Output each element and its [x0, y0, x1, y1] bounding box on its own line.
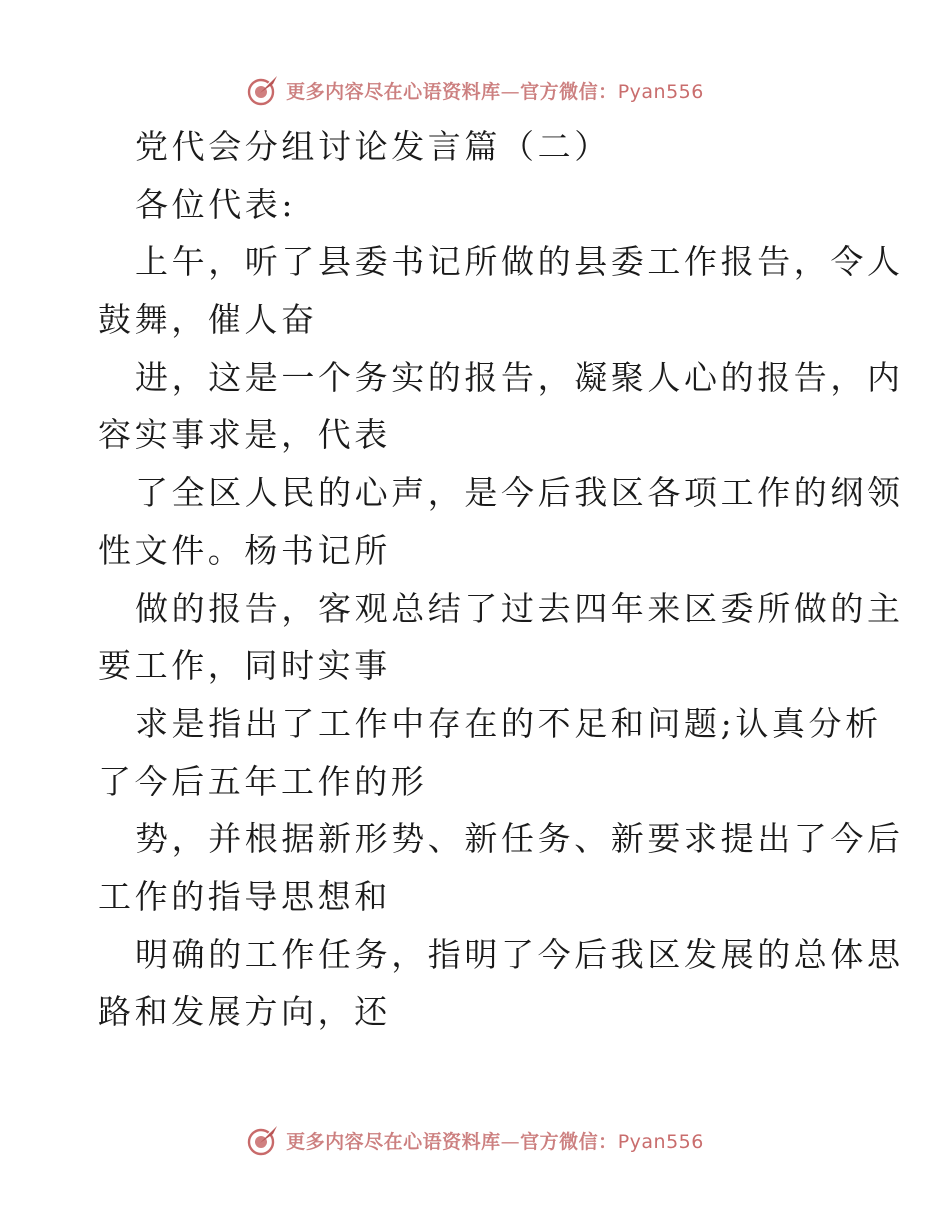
salutation: 各位代表:	[135, 184, 297, 224]
text-line: 了全区人民的心声，是今后我区各项工作的纲领	[135, 473, 904, 513]
text-line: 路和发展方向，还	[98, 992, 391, 1032]
watermark-text	[286, 77, 704, 104]
watermark-official: 官方微信：	[520, 80, 618, 103]
header-watermark	[0, 72, 950, 108]
watermark-separator: —	[500, 1130, 521, 1153]
quill-circle-logo-icon	[246, 1123, 280, 1157]
text-line: 势，并根据新形势、新任务、新要求提出了今后	[135, 819, 904, 859]
watermark-handle: Pyan556	[617, 1130, 704, 1153]
watermark-handle: Pyan556	[617, 80, 704, 103]
text-line: 性文件。杨书记所	[98, 530, 391, 570]
watermark-text	[286, 1127, 704, 1154]
text-line: 上午，听了县委书记所做的县委工作报告，令人	[135, 242, 904, 282]
watermark-separator: —	[500, 80, 521, 103]
text-line: 容实事求是，代表	[98, 415, 391, 455]
document-title: 党代会分组讨论发言篇（二）	[135, 127, 611, 166]
text-line: 进，这是一个务实的报告，凝聚人心的报告，内	[135, 357, 904, 397]
text-line: 做的报告，客观总结了过去四年来区委所做的主	[135, 588, 904, 628]
quill-circle-logo-icon	[246, 73, 280, 107]
watermark-brand: 更多内容尽在心语资料库	[286, 80, 501, 103]
text-line: 鼓舞，催人奋	[98, 300, 318, 340]
watermark-official: 官方微信：	[520, 1130, 618, 1153]
text-line: 要工作，同时实事	[98, 646, 391, 686]
text-line: 了今后五年工作的形	[98, 761, 428, 801]
text-line: 工作的指导思想和	[98, 876, 391, 916]
text-line: 求是指出了工作中存在的不足和问题;认真分析	[135, 703, 882, 743]
footer-watermark	[0, 1122, 950, 1158]
watermark-brand: 更多内容尽在心语资料库	[286, 1130, 501, 1153]
text-line: 明确的工作任务，指明了今后我区发展的总体思	[135, 934, 904, 974]
document-body	[98, 118, 904, 1041]
